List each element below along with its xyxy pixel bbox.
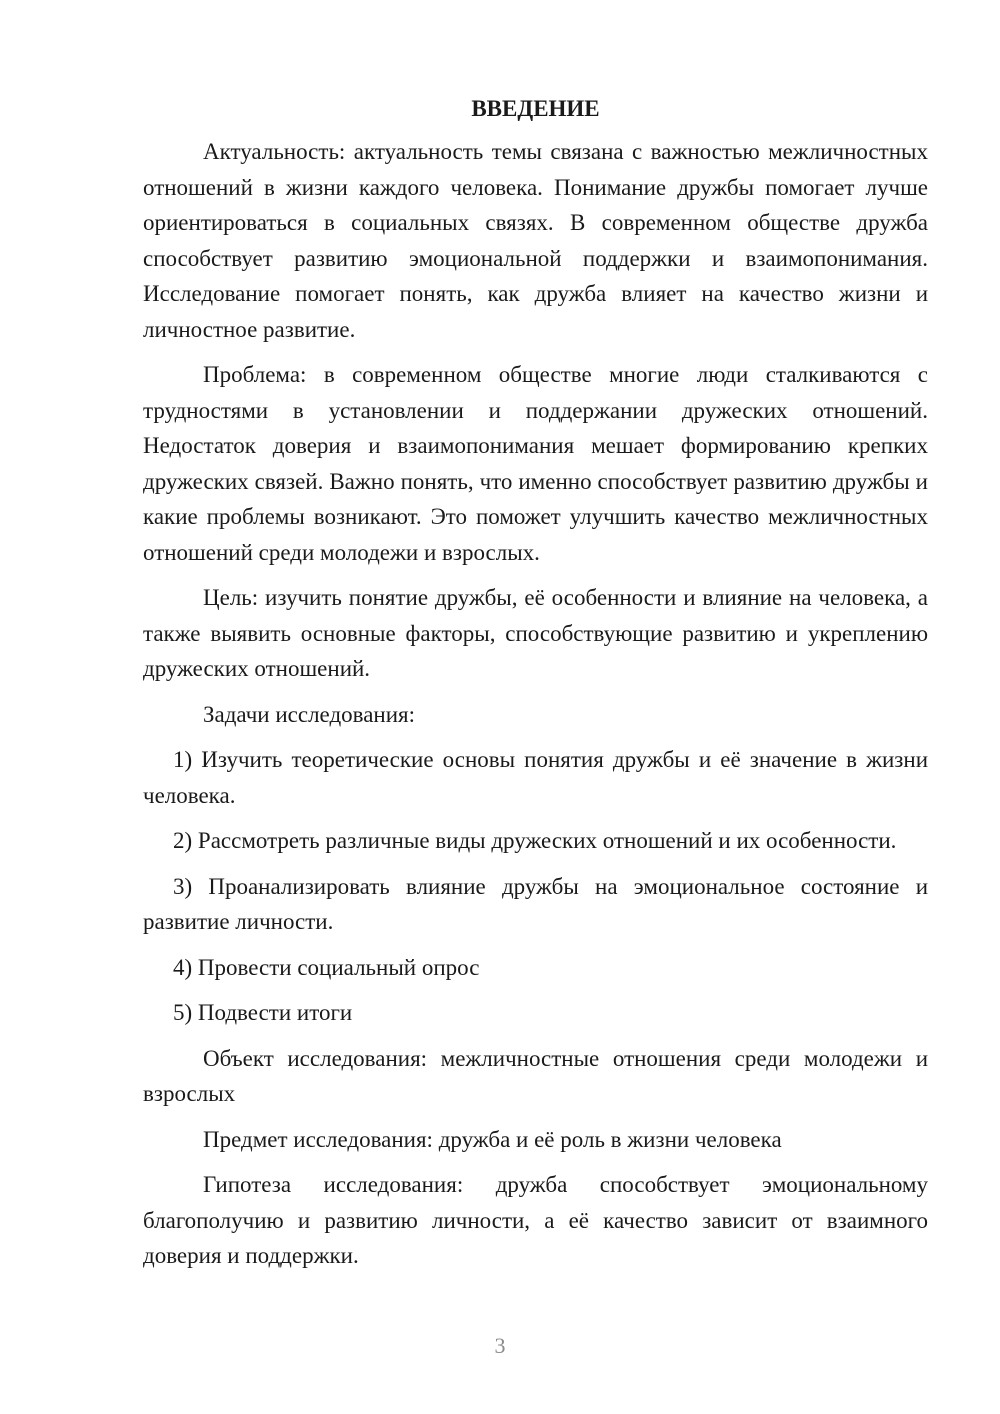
problem-paragraph: Проблема: в современном обществе многие люди сталкиваются с трудностями в установлении и поддержании дружеских отношений. Недостаток доверия и взаимопонимания мешает формированию крепких дружеских связей. Важно понять, что именно способствует развитию дружбы и какие проблемы возникают. Это поможет улучшить качество межличностных отношений среди молодежи и взрослых. bbox=[143, 362, 928, 565]
task-item: 2) Рассмотреть различные виды дружеских отношений и их особенности. bbox=[173, 828, 897, 853]
task-item: 3) Проанализировать влияние дружбы на эмоциональное состояние и развитие личности. bbox=[143, 873, 928, 934]
object-paragraph: Объект исследования: межличностные отношения среди молодежи и взрослых bbox=[143, 1045, 928, 1106]
goal-paragraph: Цель: изучить понятие дружбы, её особенности и влияние на человека, а также выявить основные факторы, способствующие развитию и укреплению дружеских отношений. bbox=[143, 585, 928, 681]
subject-paragraph: Предмет исследования: дружба и её роль в жизни человека bbox=[203, 1126, 782, 1152]
hypothesis-paragraph: Гипотеза исследования: дружба способствует эмоциональному благополучию и развитию личности, а её качество зависит от взаимного доверия и поддержки. bbox=[143, 1172, 928, 1268]
task-item: 1) Изучить теоретические основы понятия дружбы и её значение в жизни человека. bbox=[143, 747, 928, 808]
tasks-heading: Задачи исследования: bbox=[203, 701, 416, 727]
section-title: ВВЕДЕНИЕ bbox=[471, 96, 600, 121]
page-number: 3 bbox=[494, 1333, 506, 1358]
relevance-paragraph: Актуальность: актуальность темы связана с важностью межличностных отношений в жизни каждого человека. Понимание дружбы помогает лучше ориентироваться в социальных связях. В современном обществе дружба способствует развитию эмоциональной поддержки и взаимопонимания. Исследование помогает понять, как дружба влияет на качество жизни и личностное развитие. bbox=[143, 139, 928, 342]
document-body bbox=[143, 92, 928, 1284]
task-item: 4) Провести социальный опрос bbox=[173, 954, 480, 980]
task-item: 5) Подвести итоги bbox=[173, 1000, 353, 1025]
